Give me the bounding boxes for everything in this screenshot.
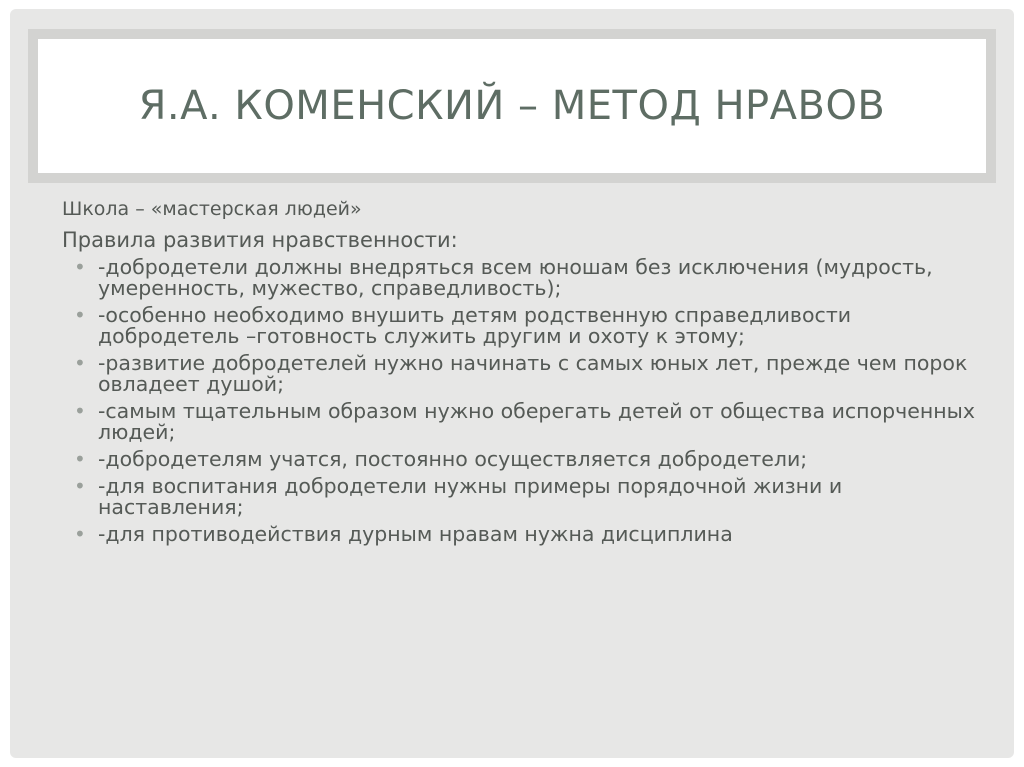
list-item xyxy=(62,476,982,518)
list-item-text: -особенно необходимо внушить детям родственную справедливости добродетель –готовность служить другим и охоту к этому; xyxy=(98,303,852,348)
bullet-icon: • xyxy=(74,522,86,546)
slide-title: Я.А. КОМЕНСКИЙ – МЕТОД НРАВОВ xyxy=(138,83,886,129)
list-item xyxy=(62,449,982,470)
bullet-icon: • xyxy=(74,255,86,279)
title-frame xyxy=(28,29,996,183)
bullet-icon: • xyxy=(74,474,86,498)
list-item xyxy=(62,524,982,545)
list-item-text: -самым тщательным образом нужно оберегать детей от общества испорченных людей; xyxy=(98,399,975,444)
slide-content xyxy=(62,195,982,551)
list-item xyxy=(62,401,982,443)
list-item-text: -развитие добродетелей нужно начинать с самых юных лет, прежде чем порок овладеет душой; xyxy=(98,351,968,396)
list-item xyxy=(62,257,982,299)
bullet-icon: • xyxy=(74,447,86,471)
bullet-icon: • xyxy=(74,351,86,375)
list-item xyxy=(62,353,982,395)
list-item-text: -добродетелям учатся, постоянно осуществляется добродетели; xyxy=(98,447,808,471)
paragraph-rules-heading: Правила развития нравственности: xyxy=(62,228,458,252)
paragraph-school: Школа – «мастерская людей» xyxy=(62,198,362,220)
bullet-list xyxy=(62,257,982,545)
list-item-text: -добродетели должны внедряться всем юношам без исключения (мудрость, умеренность, мужество, справедливость); xyxy=(98,255,933,300)
bullet-icon: • xyxy=(74,399,86,423)
slide xyxy=(10,9,1014,758)
bullet-icon: • xyxy=(74,303,86,327)
list-item xyxy=(62,305,982,347)
title-box xyxy=(38,39,986,173)
list-item-text: -для противодействия дурным нравам нужна дисциплина xyxy=(98,522,733,546)
list-item-text: -для воспитания добродетели нужны примеры порядочной жизни и наставления; xyxy=(98,474,843,519)
